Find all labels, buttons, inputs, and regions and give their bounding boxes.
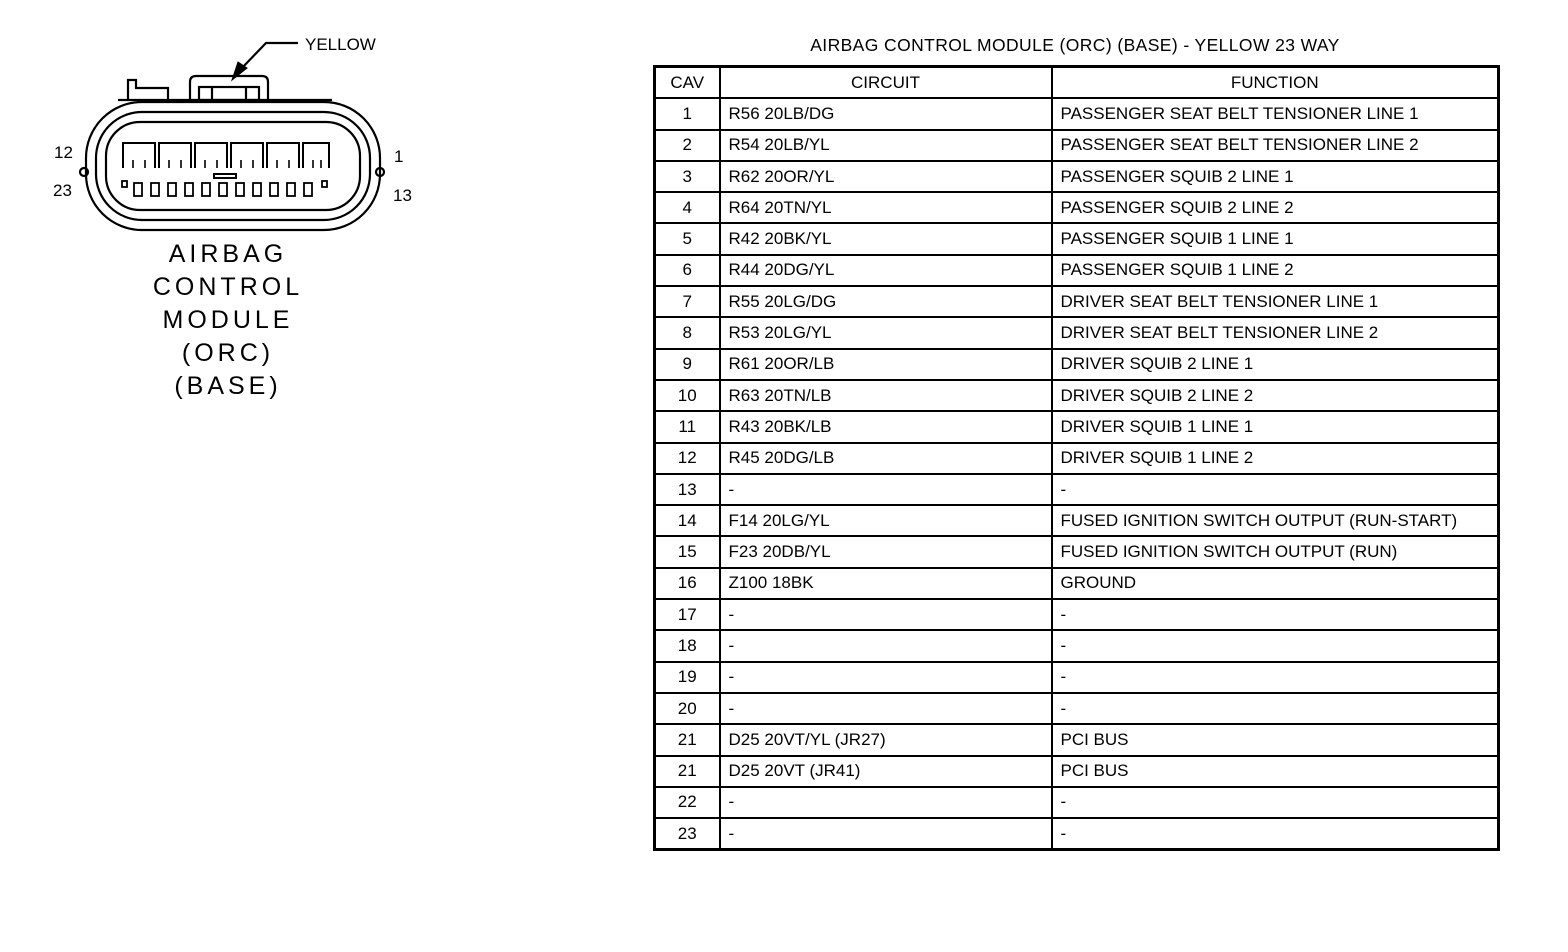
function-cell: DRIVER SQUIB 1 LINE 2 [1052,443,1499,474]
circuit-cell: R61 20OR/LB [720,349,1052,380]
color-callout-label: YELLOW [305,35,376,54]
table-row [655,286,1499,317]
table-row [655,536,1499,567]
function-cell: DRIVER SQUIB 1 LINE 1 [1052,411,1499,442]
circuit-cell: R64 20TN/YL [720,192,1052,223]
terminal-row-bottom [122,181,327,196]
circuit-cell: R53 20LG/YL [720,317,1052,348]
cav-cell: 21 [655,756,720,787]
table-row [655,411,1499,442]
circuit-cell: D25 20VT/YL (JR27) [720,724,1052,755]
pinout-table-title: AIRBAG CONTROL MODULE (ORC) (BASE) - YELLOW 23 WAY [810,35,1340,55]
table-row [655,98,1499,129]
cav-cell: 14 [655,505,720,536]
circuit-cell: R45 20DG/LB [720,443,1052,474]
table-row [655,349,1499,380]
function-cell: FUSED IGNITION SWITCH OUTPUT (RUN-START) [1052,505,1499,536]
module-name-line: CONTROL [152,273,304,301]
circuit-cell: R63 20TN/LB [720,380,1052,411]
header-function: FUNCTION [1052,67,1499,99]
circuit-cell: R43 20BK/LB [720,411,1052,442]
cav-cell: 10 [655,380,720,411]
table-row [655,255,1499,286]
pin-label-23: 23 [53,181,72,200]
module-name-line: AIRBAG [168,240,288,268]
circuit-cell: R54 20LB/YL [720,130,1052,161]
function-cell: PASSENGER SQUIB 2 LINE 1 [1052,161,1499,192]
callout-leader-line [240,43,298,70]
cav-cell: 3 [655,161,720,192]
function-cell: DRIVER SEAT BELT TENSIONER LINE 2 [1052,317,1499,348]
function-cell: DRIVER SQUIB 2 LINE 2 [1052,380,1499,411]
table-row [655,724,1499,755]
circuit-cell: F23 20DB/YL [720,536,1052,567]
cav-cell: 22 [655,787,720,818]
latch-window [199,87,259,100]
cav-cell: 6 [655,255,720,286]
function-cell: PASSENGER SQUIB 1 LINE 1 [1052,223,1499,254]
cav-cell: 19 [655,662,720,693]
circuit-cell: - [720,662,1052,693]
table-row [655,630,1499,661]
cav-cell: 1 [655,98,720,129]
function-cell: PASSENGER SQUIB 1 LINE 2 [1052,255,1499,286]
header-cav: CAV [655,67,720,99]
function-cell: PCI BUS [1052,724,1499,755]
table-row [655,818,1499,850]
cav-cell: 12 [655,443,720,474]
circuit-cell: R44 20DG/YL [720,255,1052,286]
circuit-cell: - [720,630,1052,661]
function-cell: DRIVER SEAT BELT TENSIONER LINE 1 [1052,286,1499,317]
function-cell: DRIVER SQUIB 2 LINE 1 [1052,349,1499,380]
table-row [655,787,1499,818]
function-cell: - [1052,818,1499,850]
pinout-table [653,65,1500,851]
cav-cell: 21 [655,724,720,755]
table-row [655,223,1499,254]
cav-cell: 16 [655,568,720,599]
function-cell: FUSED IGNITION SWITCH OUTPUT (RUN) [1052,536,1499,567]
table-row [655,505,1499,536]
table-row [655,380,1499,411]
circuit-cell: R55 20LG/DG [720,286,1052,317]
cav-cell: 18 [655,630,720,661]
header-circuit: CIRCUIT [720,67,1052,99]
circuit-cell: R42 20BK/YL [720,223,1052,254]
connector-face-drawing [0,0,660,420]
circuit-cell: - [720,693,1052,724]
table-row [655,693,1499,724]
cav-cell: 17 [655,599,720,630]
function-cell: - [1052,599,1499,630]
table-row [655,161,1499,192]
table-row [655,192,1499,223]
cav-cell: 13 [655,474,720,505]
function-cell: PASSENGER SQUIB 2 LINE 2 [1052,192,1499,223]
circuit-cell: - [720,818,1052,850]
cav-cell: 20 [655,693,720,724]
cav-cell: 11 [655,411,720,442]
table-row [655,756,1499,787]
table-row [655,130,1499,161]
cav-cell: 7 [655,286,720,317]
terminal-row-top [123,143,329,178]
function-cell: PASSENGER SEAT BELT TENSIONER LINE 1 [1052,98,1499,129]
pin-label-1: 1 [394,147,404,166]
circuit-cell: R56 20LB/DG [720,98,1052,129]
module-name-label [128,238,328,403]
table-row [655,443,1499,474]
cav-cell: 15 [655,536,720,567]
module-name-line: MODULE [162,306,294,334]
cav-cell: 9 [655,349,720,380]
circuit-cell: Z100 18BK [720,568,1052,599]
function-cell: - [1052,630,1499,661]
cav-cell: 4 [655,192,720,223]
pin-label-12: 12 [54,143,73,162]
connector-terminal-face [106,122,360,210]
function-cell: PASSENGER SEAT BELT TENSIONER LINE 2 [1052,130,1499,161]
module-name-line: (BASE) [174,372,282,400]
table-row [655,599,1499,630]
circuit-cell: - [720,599,1052,630]
circuit-cell: F14 20LG/YL [720,505,1052,536]
cav-cell: 23 [655,818,720,850]
circuit-cell: - [720,787,1052,818]
function-cell: GROUND [1052,568,1499,599]
table-row [655,317,1499,348]
table-row [655,662,1499,693]
function-cell: - [1052,474,1499,505]
table-row [655,474,1499,505]
table-header-row [655,67,1499,99]
circuit-cell: R62 20OR/YL [720,161,1052,192]
cav-cell: 5 [655,223,720,254]
cav-cell: 2 [655,130,720,161]
function-cell: - [1052,662,1499,693]
circuit-cell: - [720,474,1052,505]
circuit-cell: D25 20VT (JR41) [720,756,1052,787]
connector-left-tab [128,80,168,100]
cav-cell: 8 [655,317,720,348]
function-cell: - [1052,787,1499,818]
pin-label-13: 13 [393,186,412,205]
function-cell: - [1052,693,1499,724]
function-cell: PCI BUS [1052,756,1499,787]
table-row [655,568,1499,599]
module-name-line: (ORC) [181,339,275,367]
